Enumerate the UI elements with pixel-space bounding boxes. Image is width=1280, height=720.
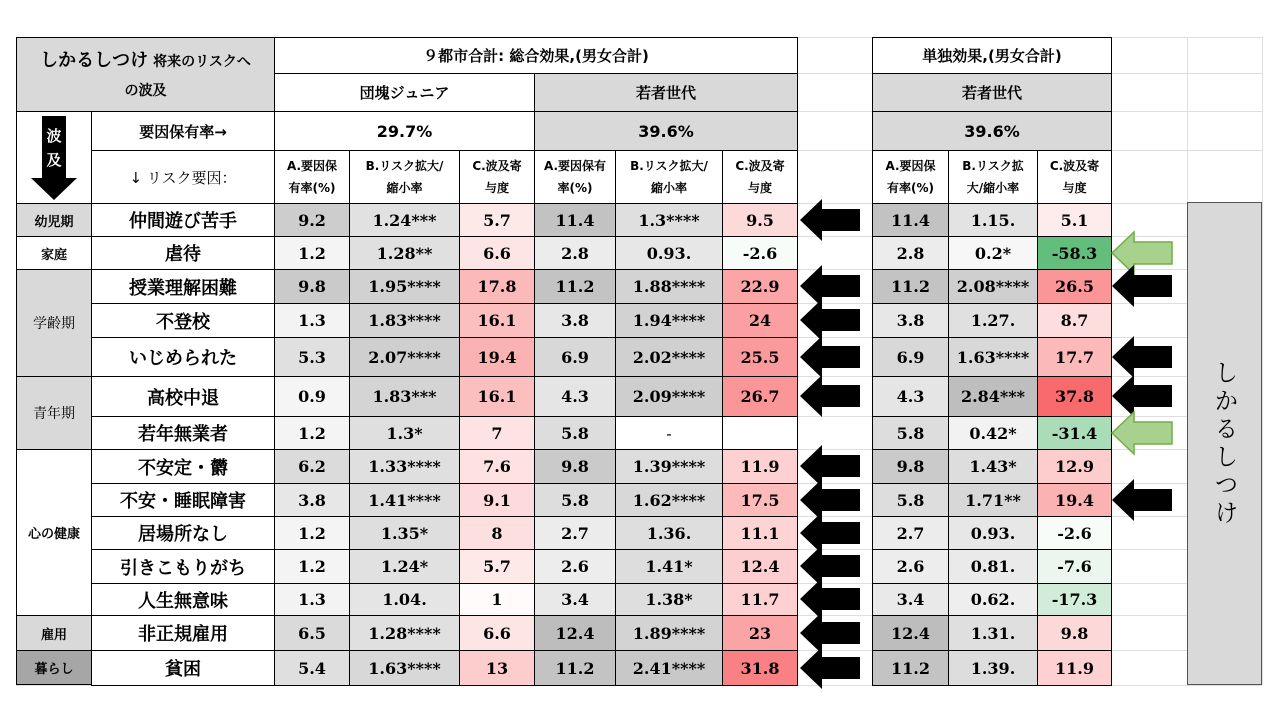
cell-young-rate: 12.4 bbox=[534, 615, 616, 651]
cell-dankai-rate: 1.3 bbox=[274, 303, 350, 338]
cell-dankai-ratio: 1.24*** bbox=[349, 203, 460, 237]
cell-dankai-ratio: 1.41**** bbox=[349, 483, 460, 517]
cell-single-ratio: 0.62. bbox=[948, 583, 1038, 616]
cell-dankai-rate: 5.3 bbox=[274, 337, 350, 377]
col-c-single: C.波及寄 与度 bbox=[1037, 150, 1112, 204]
cell-dankai-contrib: 16.1 bbox=[459, 376, 535, 417]
cell-dankai-ratio: 1.28** bbox=[349, 236, 460, 270]
cell-dankai-rate: 1.2 bbox=[274, 549, 350, 584]
cell-young-ratio: 2.09**** bbox=[615, 376, 723, 417]
gen-young-header: 若者世代 bbox=[534, 73, 798, 112]
cell-dankai-contrib: 19.4 bbox=[459, 337, 535, 377]
cell-dankai-ratio: 1.33**** bbox=[349, 449, 460, 484]
cell-young-contrib: 25.5 bbox=[722, 337, 798, 377]
cell-young-contrib: 23 bbox=[722, 615, 798, 651]
cell-single-rate: 11.2 bbox=[872, 650, 949, 686]
cell-single-ratio: 1.31. bbox=[948, 615, 1038, 651]
cell-single-ratio: 2.84*** bbox=[948, 376, 1038, 417]
cell-dankai-contrib: 16.1 bbox=[459, 303, 535, 338]
cell-dankai-ratio: 1.83*** bbox=[349, 376, 460, 417]
cell-dankai-contrib: 9.1 bbox=[459, 483, 535, 517]
cell-dankai-rate: 1.2 bbox=[274, 416, 350, 450]
cell-single-contrib: 5.1 bbox=[1037, 203, 1112, 237]
cell-single-ratio: 2.08**** bbox=[948, 269, 1038, 304]
cell-single-contrib: 9.8 bbox=[1037, 615, 1112, 651]
left-arrow-icon bbox=[1112, 336, 1172, 378]
cell-young-rate: 6.9 bbox=[534, 337, 616, 377]
rate-dankai: 29.7% bbox=[274, 111, 535, 151]
left-arrow-icon bbox=[1112, 479, 1172, 521]
left-arrow-icon bbox=[800, 375, 860, 417]
cell-single-rate: 9.8 bbox=[872, 449, 949, 484]
cell-young-rate: 2.7 bbox=[534, 516, 616, 550]
cell-dankai-contrib: 8 bbox=[459, 516, 535, 550]
cell-dankai-rate: 9.2 bbox=[274, 203, 350, 237]
gen-young-single-header: 若者世代 bbox=[872, 73, 1112, 112]
cell-dankai-contrib: 13 bbox=[459, 650, 535, 686]
cell-dankai-rate: 1.2 bbox=[274, 236, 350, 270]
cell-dankai-ratio: 1.35* bbox=[349, 516, 460, 550]
ripple-char-2: 及 bbox=[46, 151, 62, 169]
risk-factor-label: 仲間遊び苦手 bbox=[91, 203, 275, 237]
cell-single-rate: 6.9 bbox=[872, 337, 949, 377]
stage-youth: 青年期 bbox=[16, 376, 92, 450]
cell-young-rate: 5.8 bbox=[534, 416, 616, 450]
cell-young-contrib: 11.7 bbox=[722, 583, 798, 616]
cell-single-ratio: 1.71** bbox=[948, 483, 1038, 517]
cell-young-ratio: 1.94**** bbox=[615, 303, 723, 338]
cell-young-ratio: 2.02**** bbox=[615, 337, 723, 377]
cell-young-contrib: -2.6 bbox=[722, 236, 798, 270]
cell-single-rate: 12.4 bbox=[872, 615, 949, 651]
gen-dankai-header: 団塊ジュニア bbox=[274, 73, 535, 112]
cell-young-ratio: 1.39**** bbox=[615, 449, 723, 484]
col-c-dankai: C.波及寄 与度 bbox=[459, 150, 535, 204]
cell-single-contrib: -2.6 bbox=[1037, 516, 1112, 550]
cell-young-rate: 11.2 bbox=[534, 650, 616, 686]
cell-young-rate: 3.4 bbox=[534, 583, 616, 616]
cell-single-contrib: 8.7 bbox=[1037, 303, 1112, 338]
cell-single-ratio: 0.2* bbox=[948, 236, 1038, 270]
cell-single-ratio: 1.15. bbox=[948, 203, 1038, 237]
cell-single-rate: 2.8 bbox=[872, 236, 949, 270]
cell-dankai-ratio: 1.95**** bbox=[349, 269, 460, 304]
cell-young-contrib: 11.9 bbox=[722, 449, 798, 484]
risk-factor-label: 不安・睡眠障害 bbox=[91, 483, 275, 517]
stage-school-age: 学齢期 bbox=[16, 269, 92, 377]
cell-dankai-contrib: 17.8 bbox=[459, 269, 535, 304]
cell-single-ratio: 1.63**** bbox=[948, 337, 1038, 377]
cell-single-rate: 4.3 bbox=[872, 376, 949, 417]
stage-infancy: 幼児期 bbox=[16, 203, 92, 237]
cell-young-ratio: 1.41* bbox=[615, 549, 723, 584]
cell-single-contrib: -7.6 bbox=[1037, 549, 1112, 584]
cell-young-contrib: 24 bbox=[722, 303, 798, 338]
risk-factor-label: 授業理解困難 bbox=[91, 269, 275, 304]
col-a-dankai: A.要因保 有率(%) bbox=[274, 150, 350, 204]
ripple-char-1: 波 bbox=[46, 127, 62, 145]
cell-dankai-contrib: 5.7 bbox=[459, 549, 535, 584]
rate-young-single: 39.6% bbox=[872, 111, 1112, 151]
risk-factor-label: 不安定・欝 bbox=[91, 449, 275, 484]
left-arrow-icon bbox=[800, 336, 860, 378]
cell-young-contrib: 12.4 bbox=[722, 549, 798, 584]
group-total-header: ９都市合計: 総合効果,(男女合計) bbox=[274, 37, 798, 74]
cell-single-contrib: -17.3 bbox=[1037, 583, 1112, 616]
left-arrow-green-icon bbox=[1112, 412, 1172, 454]
risk-factor-label: いじめられた bbox=[91, 337, 275, 377]
col-b-single: B.リスク拡 大/縮小率 bbox=[948, 150, 1038, 204]
cell-dankai-contrib: 1 bbox=[459, 583, 535, 616]
rate-label: 要因保有率→ bbox=[91, 111, 275, 151]
cell-young-contrib bbox=[722, 416, 798, 450]
cell-dankai-ratio: 1.3* bbox=[349, 416, 460, 450]
cell-young-ratio: 1.62**** bbox=[615, 483, 723, 517]
cell-dankai-rate: 6.2 bbox=[274, 449, 350, 484]
cell-young-contrib: 17.5 bbox=[722, 483, 798, 517]
stage-mental-health: 心の健康 bbox=[16, 449, 92, 616]
col-c-young: C.波及寄 与度 bbox=[722, 150, 798, 204]
cell-single-contrib: -58.3 bbox=[1037, 236, 1112, 270]
left-arrow-icon bbox=[800, 199, 860, 241]
cell-dankai-contrib: 6.6 bbox=[459, 615, 535, 651]
cell-dankai-rate: 1.2 bbox=[274, 516, 350, 550]
risk-label: ↓ リスク要因： bbox=[91, 150, 275, 204]
title-main: しかるしつけ bbox=[40, 50, 149, 71]
cell-dankai-ratio: 1.28**** bbox=[349, 615, 460, 651]
cell-dankai-contrib: 5.7 bbox=[459, 203, 535, 237]
cell-dankai-rate: 9.8 bbox=[274, 269, 350, 304]
cell-young-contrib: 22.9 bbox=[722, 269, 798, 304]
cell-young-contrib: 9.5 bbox=[722, 203, 798, 237]
cell-dankai-contrib: 7 bbox=[459, 416, 535, 450]
stage-employment: 雇用 bbox=[16, 615, 92, 651]
cell-dankai-ratio: 1.24* bbox=[349, 549, 460, 584]
stage-family: 家庭 bbox=[16, 236, 92, 270]
cell-dankai-rate: 0.9 bbox=[274, 376, 350, 417]
cell-single-rate: 2.7 bbox=[872, 516, 949, 550]
cell-young-contrib: 26.7 bbox=[722, 376, 798, 417]
cell-young-ratio: 1.89**** bbox=[615, 615, 723, 651]
cell-single-ratio: 1.43* bbox=[948, 449, 1038, 484]
stage-living: 暮らし bbox=[16, 650, 92, 685]
col-a-young: A.要因保有 率(%) bbox=[534, 150, 616, 204]
cell-young-rate: 9.8 bbox=[534, 449, 616, 484]
cell-young-ratio: 1.88**** bbox=[615, 269, 723, 304]
cell-single-contrib: 26.5 bbox=[1037, 269, 1112, 304]
cell-single-ratio: 0.81. bbox=[948, 549, 1038, 584]
cell-young-rate: 3.8 bbox=[534, 303, 616, 338]
title-sub: 将来のリスクへ bbox=[153, 54, 251, 70]
risk-factor-label: 若年無業者 bbox=[91, 416, 275, 450]
cell-dankai-ratio: 2.07**** bbox=[349, 337, 460, 377]
risk-factor-label: 人生無意味 bbox=[91, 583, 275, 616]
col-a-single: A.要因保 有率(%) bbox=[872, 150, 949, 204]
risk-factor-label: 非正規雇用 bbox=[91, 615, 275, 651]
cell-young-ratio: 0.93. bbox=[615, 236, 723, 270]
risk-factor-label: 高校中退 bbox=[91, 376, 275, 417]
cell-dankai-rate: 3.8 bbox=[274, 483, 350, 517]
cell-single-contrib: 17.7 bbox=[1037, 337, 1112, 377]
cell-young-ratio: 1.38* bbox=[615, 583, 723, 616]
cell-single-contrib: 37.8 bbox=[1037, 376, 1112, 417]
cell-young-ratio: 2.41**** bbox=[615, 650, 723, 686]
cell-single-ratio: 1.27. bbox=[948, 303, 1038, 338]
side-label: しかるしつけ bbox=[1210, 359, 1238, 528]
left-arrow-icon bbox=[800, 647, 860, 689]
cell-young-ratio: - bbox=[615, 416, 723, 450]
cell-dankai-ratio: 1.63**** bbox=[349, 650, 460, 686]
cell-single-ratio: 0.42* bbox=[948, 416, 1038, 450]
cell-young-rate: 2.6 bbox=[534, 549, 616, 584]
col-b-dankai: B.リスク拡大/ 縮小率 bbox=[349, 150, 460, 204]
ripple-cell bbox=[16, 111, 92, 204]
cell-young-rate: 4.3 bbox=[534, 376, 616, 417]
cell-single-contrib: 19.4 bbox=[1037, 483, 1112, 517]
cell-single-contrib: 12.9 bbox=[1037, 449, 1112, 484]
cell-dankai-contrib: 7.6 bbox=[459, 449, 535, 484]
cell-single-rate: 11.4 bbox=[872, 203, 949, 237]
title-cell bbox=[16, 37, 275, 112]
cell-single-rate: 3.8 bbox=[872, 303, 949, 338]
cell-single-rate: 2.6 bbox=[872, 549, 949, 584]
cell-dankai-rate: 5.4 bbox=[274, 650, 350, 686]
cell-young-rate: 11.2 bbox=[534, 269, 616, 304]
risk-factor-label: 貧困 bbox=[91, 650, 275, 686]
cell-young-ratio: 1.36. bbox=[615, 516, 723, 550]
cell-single-rate: 5.8 bbox=[872, 483, 949, 517]
rate-young: 39.6% bbox=[534, 111, 798, 151]
risk-factor-label: 不登校 bbox=[91, 303, 275, 338]
col-b-young: B.リスク拡大/ 縮小率 bbox=[615, 150, 723, 204]
cell-single-ratio: 1.39. bbox=[948, 650, 1038, 686]
cell-single-rate: 3.4 bbox=[872, 583, 949, 616]
cell-dankai-ratio: 1.83**** bbox=[349, 303, 460, 338]
left-arrow-icon bbox=[1112, 265, 1172, 307]
group-single-header: 単独効果,(男女合計) bbox=[872, 37, 1112, 74]
cell-young-ratio: 1.3**** bbox=[615, 203, 723, 237]
cell-single-ratio: 0.93. bbox=[948, 516, 1038, 550]
risk-factor-label: 居場所なし bbox=[91, 516, 275, 550]
cell-young-contrib: 11.1 bbox=[722, 516, 798, 550]
risk-factor-label: 虐待 bbox=[91, 236, 275, 270]
cell-single-rate: 11.2 bbox=[872, 269, 949, 304]
cell-dankai-rate: 1.3 bbox=[274, 583, 350, 616]
cell-young-rate: 2.8 bbox=[534, 236, 616, 270]
cell-dankai-rate: 6.5 bbox=[274, 615, 350, 651]
title-line2: の波及 bbox=[124, 83, 167, 99]
side-label-box bbox=[1187, 202, 1262, 685]
cell-single-rate: 5.8 bbox=[872, 416, 949, 450]
cell-dankai-ratio: 1.04. bbox=[349, 583, 460, 616]
cell-young-contrib: 31.8 bbox=[722, 650, 798, 686]
cell-single-contrib: -31.4 bbox=[1037, 416, 1112, 450]
cell-young-rate: 5.8 bbox=[534, 483, 616, 517]
risk-factor-label: 引きこもりがち bbox=[91, 549, 275, 584]
cell-single-contrib: 11.9 bbox=[1037, 650, 1112, 686]
cell-dankai-contrib: 6.6 bbox=[459, 236, 535, 270]
cell-young-rate: 11.4 bbox=[534, 203, 616, 237]
